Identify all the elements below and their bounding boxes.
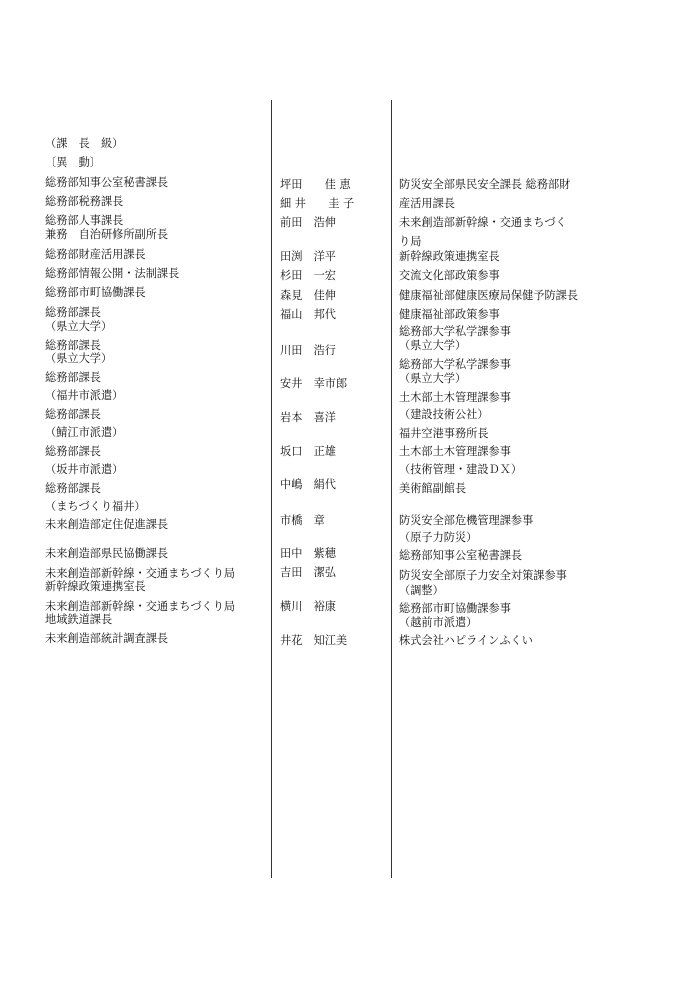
person-name: 田中 紫穂 xyxy=(280,547,336,560)
person-name: 坪田 佳 恵 xyxy=(280,178,351,191)
person-name: 坂口 正雄 xyxy=(280,445,336,458)
to-post: 総務部市町協働課参事 xyxy=(399,602,511,615)
from-post: 総務部税務課長 xyxy=(45,195,124,208)
person-name: 田渕 洋平 xyxy=(280,250,336,263)
from-post: 総務部課長 xyxy=(45,408,101,421)
from-post: 総務部情報公開・法制課長 xyxy=(45,267,180,280)
column-divider-right xyxy=(391,100,392,878)
to-post-sub: （技術管理・建設ＤＸ） xyxy=(399,463,523,476)
from-post-sub: 兼務 自治研修所副所長 xyxy=(45,228,169,241)
to-post: 防災安全部危機管理課参事 xyxy=(399,514,534,527)
from-post: 未来創造部新幹線・交通まちづくり局 xyxy=(45,600,236,613)
from-post: 総務部市町協働課長 xyxy=(45,286,146,299)
from-post-sub: （まちづくり福井） xyxy=(45,500,146,513)
from-post: 総務部人事課長 xyxy=(45,214,124,227)
to-post: 産活用課長 xyxy=(399,197,455,210)
section-heading: 〔異 動〕 xyxy=(45,156,101,169)
from-post-sub: 新幹線政策連携室長 xyxy=(45,580,146,593)
from-post: 未来創造部統計調査課長 xyxy=(45,632,169,645)
to-post: 総務部大学私学課参事 xyxy=(399,325,511,338)
person-name: 森見 佳伸 xyxy=(280,289,336,302)
rank-heading: （課 長 級） xyxy=(45,137,124,150)
from-post: 総務部課長 xyxy=(45,306,101,319)
to-post-sub: （県立大学） xyxy=(399,372,467,385)
from-post-sub: （福井市派遣） xyxy=(45,389,124,402)
to-post: 土木部土木管理課参事 xyxy=(399,391,511,404)
from-post: 未来創造部新幹線・交通まちづくり局 xyxy=(45,567,236,580)
person-name: 細 井 圭 子 xyxy=(280,197,355,210)
person-name: 福山 邦代 xyxy=(280,308,336,321)
from-post: 総務部財産活用課長 xyxy=(45,248,146,261)
to-post: 土木部土木管理課参事 xyxy=(399,445,511,458)
to-post: 株式会社ハピラインふくい xyxy=(399,634,533,647)
from-post: 総務部知事公室秘書課長 xyxy=(45,176,169,189)
to-post: 美術館副館長 xyxy=(399,482,467,495)
from-post-sub: （県立大学） xyxy=(45,352,113,365)
to-post: 総務部知事公室秘書課長 xyxy=(399,549,523,562)
column-divider-left xyxy=(271,100,272,878)
to-post-sub: （建設技術公社） xyxy=(399,408,489,421)
to-post: 未来創造部新幹線・交通まちづく xyxy=(399,216,567,229)
person-name: 川田 浩行 xyxy=(280,344,336,357)
to-post: 新幹線政策連携室長 xyxy=(399,250,500,263)
person-name: 前田 浩伸 xyxy=(280,216,336,229)
to-post: 福井空港事務所長 xyxy=(399,427,489,440)
to-post: 総務部大学私学課参事 xyxy=(399,358,511,371)
from-post: 総務部課長 xyxy=(45,445,101,458)
person-name: 横川 裕康 xyxy=(280,600,336,613)
person-name: 吉田 潔弘 xyxy=(280,566,336,579)
from-post-sub: （鯖江市派遣） xyxy=(45,426,124,439)
from-post: 未来創造部県民協働課長 xyxy=(45,547,169,560)
from-post-sub: （県立大学） xyxy=(45,320,113,333)
to-post: 健康福祉部政策参事 xyxy=(399,308,500,321)
person-name: 岩本 喜洋 xyxy=(280,411,336,424)
to-post-sub: （原子力防災） xyxy=(399,531,478,544)
from-post: 未来創造部定住促進課長 xyxy=(45,518,169,531)
person-name: 市橋 章 xyxy=(280,514,325,527)
person-name: 杉田 一宏 xyxy=(280,269,336,282)
to-post-sub: （調整） xyxy=(399,584,444,597)
to-post-sub: （越前市派遣） xyxy=(399,616,478,629)
from-post-sub: （坂井市派遣） xyxy=(45,463,124,476)
to-post: 交流文化部政策参事 xyxy=(399,269,500,282)
to-post: 防災安全部原子力安全対策課参事 xyxy=(399,569,567,582)
from-post: 総務部課長 xyxy=(45,371,101,384)
to-post-sub: り局 xyxy=(399,235,422,248)
person-name: 安井 幸市郎 xyxy=(280,377,348,390)
person-name: 中嶋 絹代 xyxy=(280,478,336,491)
from-post: 総務部課長 xyxy=(45,482,101,495)
to-post: 防災安全部県民安全課長 総務部財 xyxy=(399,178,571,191)
to-post-sub: （県立大学） xyxy=(399,339,467,352)
from-post: 総務部課長 xyxy=(45,339,101,352)
from-post-sub: 地域鉄道課長 xyxy=(45,613,113,626)
person-name: 井花 知江美 xyxy=(280,634,348,647)
to-post: 健康福祉部健康医療局保健予防課長 xyxy=(399,289,579,302)
